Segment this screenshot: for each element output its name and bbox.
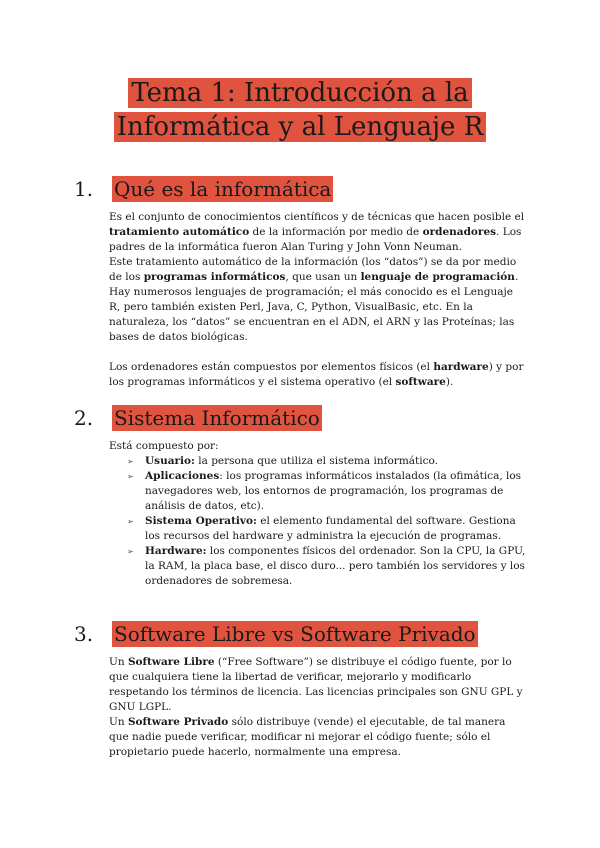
section-3-paragraph-2: [109, 715, 527, 760]
document-title: [0, 76, 600, 144]
item-text: : los programas informáticos instalados (la ofimática, los navegadores web, los entornos de programación, los programas de análisis de datos, etc).: [145, 470, 522, 512]
text-run: . Los padres de la informática fueron Alan Turing y John Vonn Neuman.: [109, 226, 522, 253]
section-2-title: Sistema Informático: [114, 406, 320, 430]
item-term: Sistema Operativo:: [145, 515, 257, 527]
section-2-body: [109, 439, 527, 589]
arrow-bullet-icon: ➢: [127, 457, 134, 466]
section-1-paragraph-2: [109, 255, 527, 345]
arrow-bullet-icon: ➢: [127, 547, 134, 556]
text-run: de la información por medio de: [249, 226, 423, 238]
text-run: Es el conjunto de conocimientos científicos y de técnicas que hacen posible el: [109, 211, 525, 223]
bold-text: ordenadores: [422, 226, 497, 238]
components-list: [109, 454, 527, 589]
section-3-title: Software Libre vs Software Privado: [114, 622, 476, 646]
bold-text: software: [395, 376, 446, 388]
section-1-paragraph-1: [109, 210, 527, 255]
item-term: Hardware:: [145, 545, 207, 557]
section-1-number: 1.: [74, 177, 94, 201]
arrow-bullet-icon: ➢: [127, 472, 134, 481]
section-1-paragraph-3: [109, 360, 527, 390]
bold-text: programas informáticos: [143, 271, 286, 283]
section-1-heading: [74, 176, 333, 202]
list-item: [127, 454, 527, 469]
title-line-1: Tema 1: Introducción a la: [128, 78, 471, 108]
item-text: el elemento fundamental del software. Gestiona los recursos del hardware y administra la ejecución de programas.: [145, 515, 516, 542]
text-run: sólo distribuye (vende) el ejecutable, de tal manera que nadie puede verificar, modificar ni mejorar el código fuente; sólo el propietario puede hacerlo, normalmente una empresa.: [109, 716, 506, 758]
section-1-body: [109, 210, 527, 390]
item-text: la persona que utiliza el sistema informático.: [194, 455, 438, 467]
item-text: los componentes físicos del ordenador. Son la CPU, la GPU, la RAM, la placa base, el disco duro... pero también los servidores y los ordenadores de sobremesa.: [145, 545, 526, 587]
bold-text: hardware: [433, 361, 489, 373]
text-run: (“Free Software”) se distribuye el código fuente, por lo que cualquiera tiene la libertad de verificar, mejorarlo y modificarlo respetando los términos de licencia. Las licencias principales son GNU GPL y GNU LGPL.: [109, 656, 523, 713]
section-2-number: 2.: [74, 406, 94, 430]
text-run: ).: [445, 376, 454, 388]
text-run: ) y por los programas informáticos y el sistema operativo (el: [109, 361, 524, 388]
section-2-heading: [74, 405, 322, 431]
list-item: [127, 514, 527, 544]
section-2-intro: Está compuesto por:: [109, 440, 219, 452]
section-3-paragraph-1: [109, 655, 527, 715]
section-1-title: Qué es la informática: [114, 177, 332, 201]
bold-text: tratamiento automático: [109, 226, 250, 238]
text-run: Los ordenadores están compuestos por elementos físicos (el: [109, 361, 434, 373]
item-term: Aplicaciones: [145, 470, 220, 482]
text-run: Un: [109, 716, 128, 728]
section-3-heading: [74, 621, 478, 647]
section-3-number: 3.: [74, 622, 94, 646]
bold-text: lenguaje de programación: [360, 271, 515, 283]
list-item: [127, 544, 527, 589]
list-item: [127, 469, 527, 514]
text-run: Un: [109, 656, 128, 668]
arrow-bullet-icon: ➢: [127, 517, 134, 526]
text-run: Este tratamiento automático de la información (los “datos”) se da por medio de los: [109, 256, 517, 283]
section-3-body: [109, 655, 527, 760]
bold-text: Software Privado: [127, 716, 229, 728]
text-run: . Hay numerosos lenguajes de programación; el más conocido es el Lenguaje R, pero también existen Perl, Java, C, Python, VisualBasic, etc. En la naturaleza, los “datos” se encuentran en el ADN, el ARN y las Proteínas; las bases de datos biológicas.: [109, 271, 519, 343]
title-line-2: Informática y al Lenguaje R: [114, 112, 487, 142]
text-run: , que usan un: [285, 271, 361, 283]
bold-text: Software Libre: [127, 656, 215, 668]
item-term: Usuario:: [145, 455, 195, 467]
